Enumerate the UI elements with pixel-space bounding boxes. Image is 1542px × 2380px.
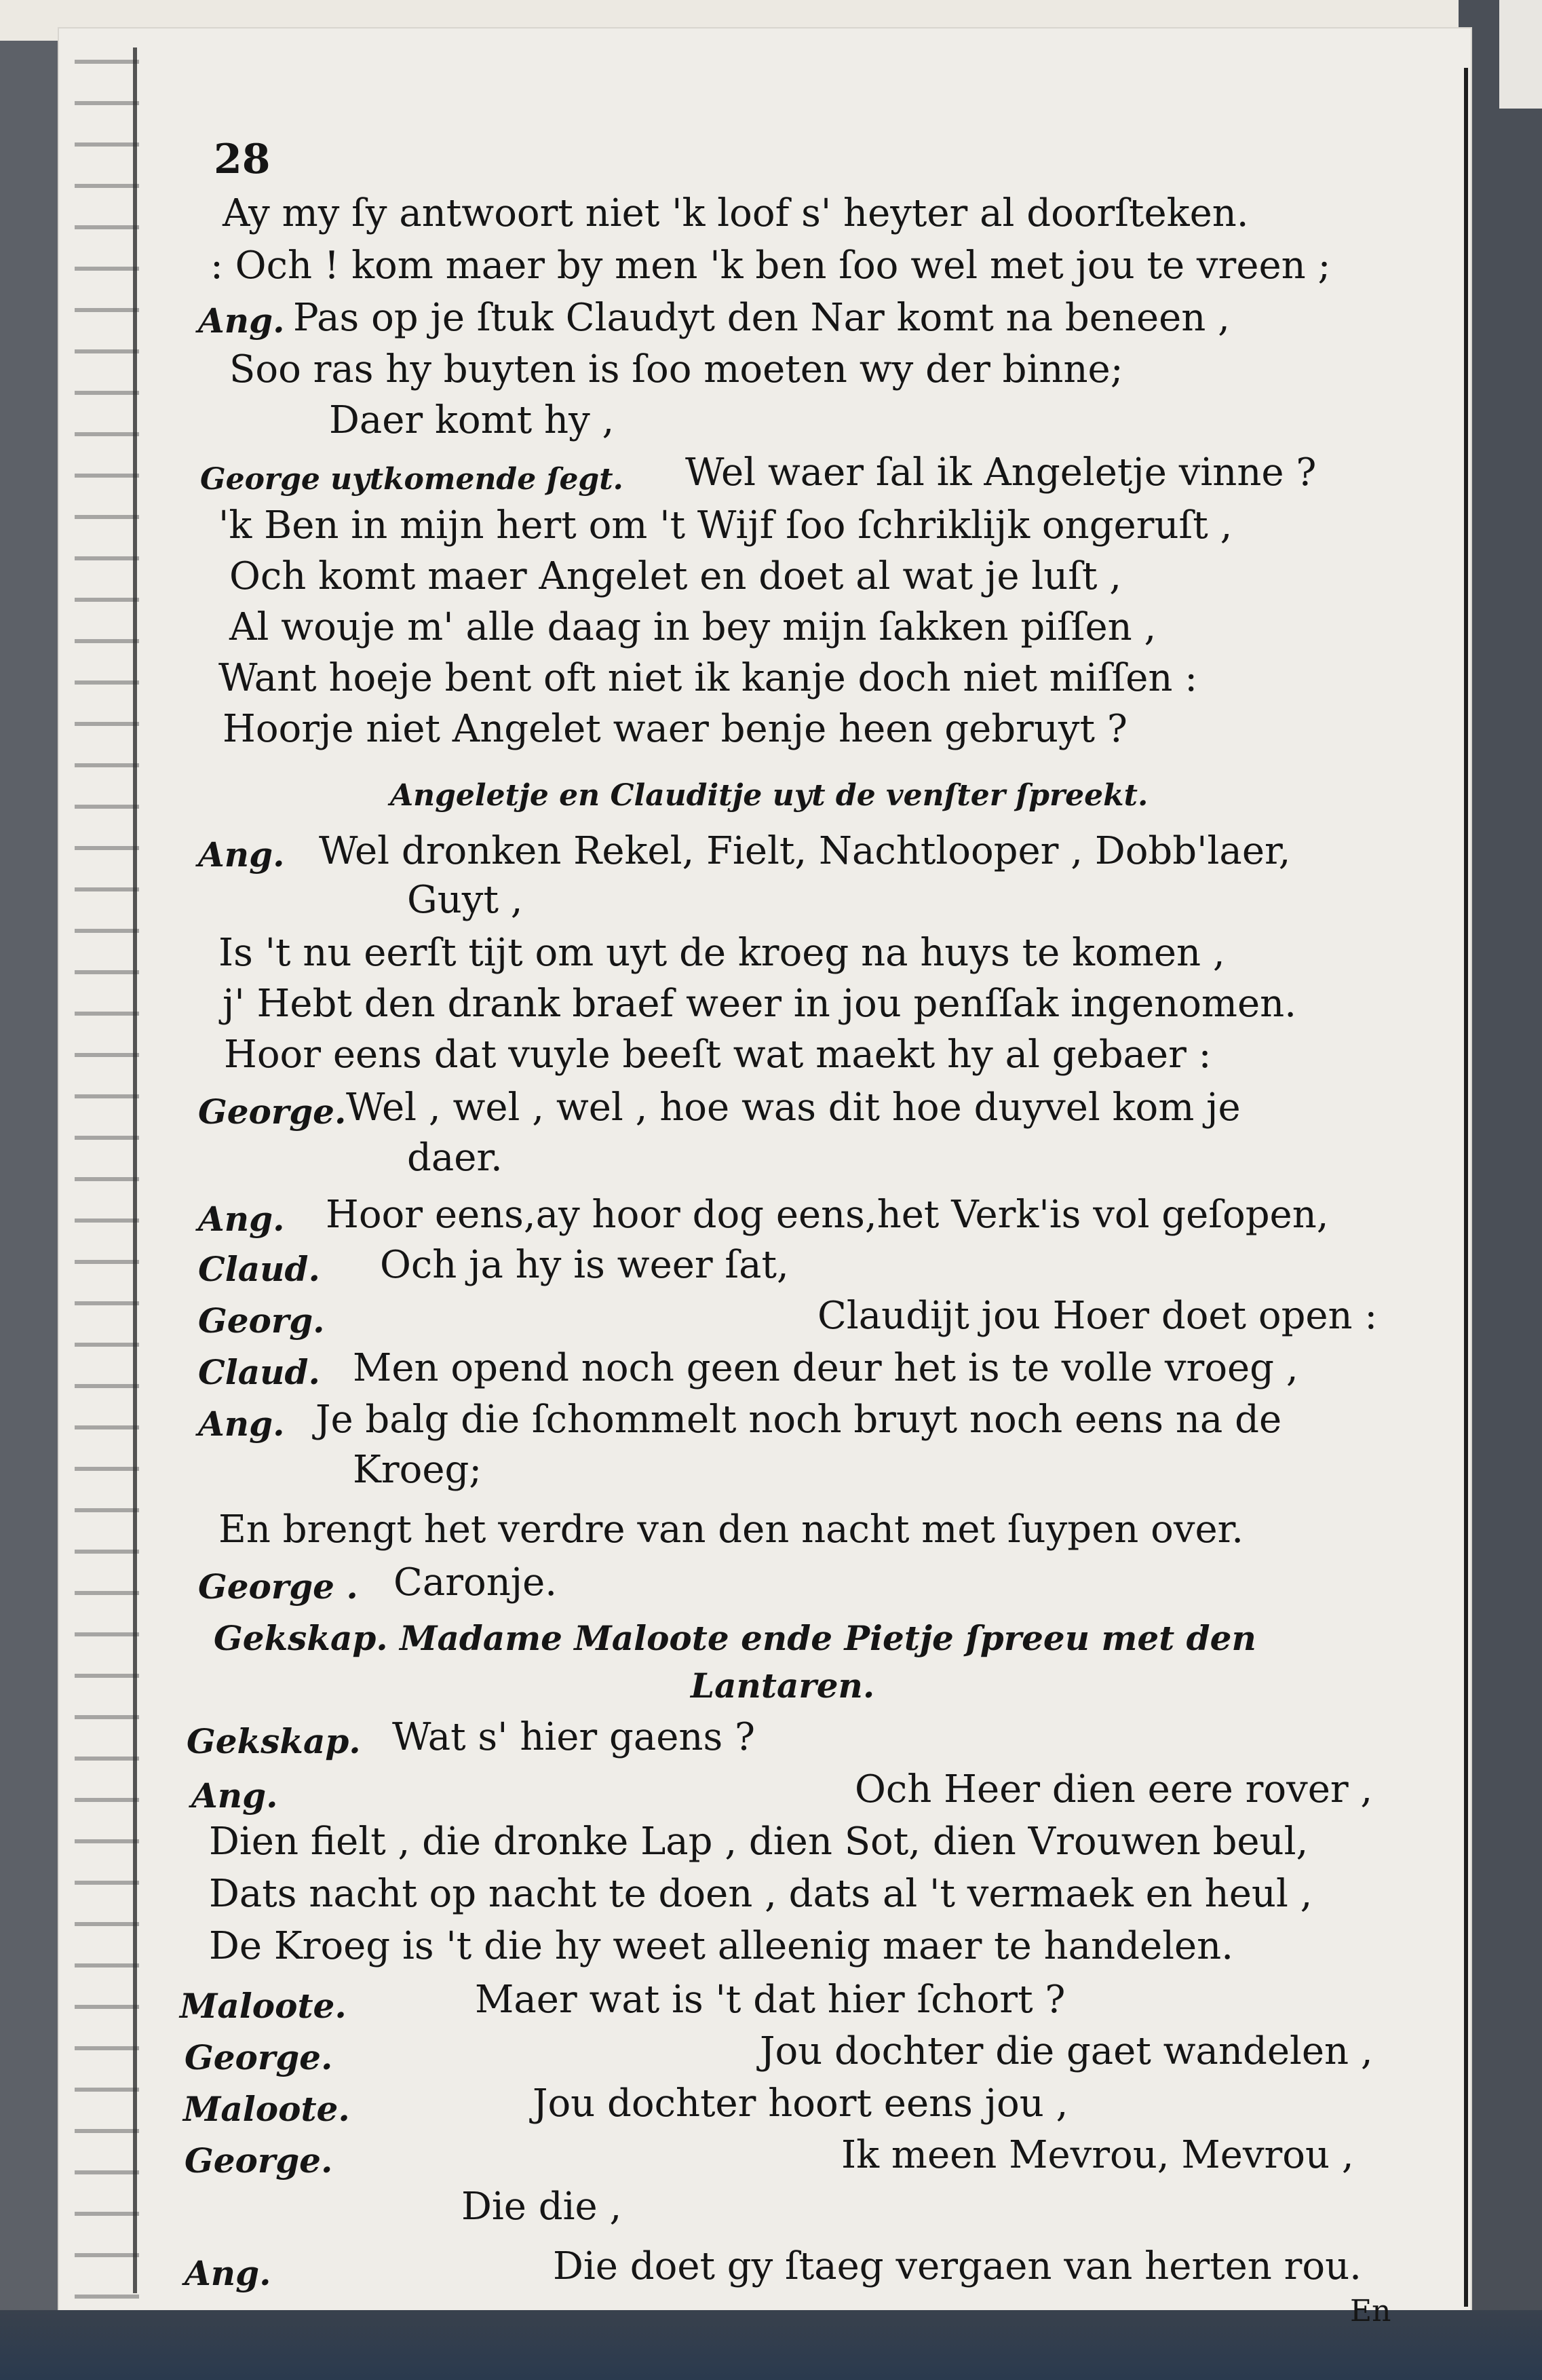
text-line-10: Want hoeje bent oft niet ik kanje doch niet miſſen : bbox=[218, 656, 1198, 700]
text-line-30: Dats nacht op nacht te doen , dats al 't vermaek en heul , bbox=[209, 1872, 1313, 1916]
text-line-35: Ik meen Mevrou, Mevrou , bbox=[841, 2133, 1354, 2177]
page-number: 28 bbox=[214, 136, 271, 183]
speaker-label: George . bbox=[198, 1567, 358, 1607]
speaker-label: George. bbox=[185, 2037, 333, 2077]
text-line-19: Hoor eens,ay hoor dog eens,het Verk'is vol geſopen, bbox=[326, 1193, 1329, 1237]
speaker-label: Claud. bbox=[198, 1352, 320, 1392]
stage-direction: Lantaren. bbox=[691, 1666, 875, 1706]
text-line-21: Claudijt jou Hoer doet open : bbox=[817, 1294, 1378, 1338]
text-line-14: Is 't nu eerſt tijt om uyt de kroeg na huys te komen , bbox=[218, 931, 1225, 975]
text-line-4: Soo ras hy buyten is ſoo moeten wy der binne; bbox=[229, 347, 1123, 391]
speaker-label: Maloote. bbox=[183, 2089, 350, 2129]
stage-direction: Gekskap. Madame Maloote ende Pietje ſpreeu met den bbox=[214, 1618, 1256, 1658]
text-line-5: Daer komt hy , bbox=[329, 398, 615, 442]
text-line-34: Jou dochter hoort eens jou , bbox=[533, 2081, 1068, 2126]
text-line-25: En brengt het verdre van den nacht met ſuypen over. bbox=[218, 1508, 1244, 1552]
text-line-7: 'k Ben in mijn hert om 't Wijf ſoo ſchriklijk ongeruſt , bbox=[218, 503, 1233, 548]
speaker-label: Claud. bbox=[198, 1249, 320, 1289]
text-line-37: Die doet gy ſtaeg vergaen van herten rou. bbox=[553, 2244, 1362, 2288]
text-line-26: Caronje. bbox=[393, 1560, 558, 1605]
speaker-label: Ang. bbox=[198, 301, 285, 341]
speaker-label: Ang. bbox=[191, 1776, 278, 1816]
speaker-label: Ang. bbox=[198, 1199, 285, 1239]
text-line-28: Och Heer dien eere rover , bbox=[855, 1767, 1373, 1811]
text-line-15: j' Hebt den drank braef weer in jou penſſak ingenomen. bbox=[223, 982, 1297, 1026]
text-line-16: Hoor eens dat vuyle beeſt wat maekt hy al gebaer : bbox=[224, 1033, 1212, 1077]
speaker-label: George uytkomende ſegt. bbox=[200, 462, 623, 497]
text-line-12: Wel dronken Rekel, Fielt, Nachtlooper , Dobb'laer, bbox=[319, 829, 1291, 873]
speaker-label: Ang. bbox=[198, 1404, 285, 1444]
text-line-18: daer. bbox=[407, 1136, 503, 1180]
text-line-13: Guyt , bbox=[407, 878, 523, 922]
speaker-label: George. bbox=[198, 1092, 347, 1132]
text-line-27: Wat s' hier gaens ? bbox=[392, 1715, 756, 1759]
speaker-label: Georg. bbox=[198, 1301, 325, 1341]
speaker-label: George. bbox=[185, 2141, 333, 2181]
text-line-24: Kroeg; bbox=[353, 1448, 482, 1492]
text-line-32: Maer wat is 't dat hier ſchort ? bbox=[475, 1978, 1066, 2022]
text-line-20: Och ja hy is weer ſat, bbox=[380, 1243, 789, 1287]
text-line-33: Jou dochter die gaet wandelen , bbox=[760, 2029, 1373, 2073]
text-line-11: Hoorje niet Angelet waer benje heen gebruyt ? bbox=[223, 707, 1127, 751]
text-line-2: : Och ! kom maer by men 'k ben ſoo wel met jou te vreen ; bbox=[210, 244, 1331, 288]
text-line-6: Wel waer ſal ik Angeletje vinne ? bbox=[685, 450, 1317, 495]
text-line-29: Dien fielt , die dronke Lap , dien Sot, dien Vrouwen beul, bbox=[209, 1820, 1309, 1864]
speaker-label: Gekskap. bbox=[187, 1721, 361, 1761]
speaker-label: Ang. bbox=[185, 2253, 271, 2293]
text-line-3: Pas op je ſtuk Claudyt den Nar komt na beneen , bbox=[293, 296, 1230, 340]
text-line-22: Men opend noch geen deur het is te volle vroeg , bbox=[353, 1346, 1298, 1390]
text-line-8: Och komt maer Angelet en doet al wat je luſt , bbox=[229, 554, 1122, 598]
speaker-label: Ang. bbox=[198, 834, 285, 875]
text-line-1: Ay my ſy antwoort niet 'k loof s' heyter al doorſteken. bbox=[223, 191, 1249, 235]
text-line-17: Wel , wel , wel , hoe was dit hoe duyvel kom je bbox=[346, 1086, 1241, 1130]
speaker-label: Maloote. bbox=[180, 1986, 347, 2026]
text-line-23: Je balg die ſchommelt noch bruyt noch eens na de bbox=[315, 1398, 1282, 1442]
stage-direction: Angeletje en Clauditje uyt de venſter ſpreekt. bbox=[390, 778, 1149, 813]
text-line-36: Die die , bbox=[461, 2185, 622, 2229]
text-line-31: De Kroeg is 't die hy weet alleenig maer te handelen. bbox=[209, 1924, 1234, 1968]
text-line-9: Al wouje m' alle daag in bey mijn ſakken piſſen , bbox=[229, 605, 1157, 649]
catchword: En bbox=[1350, 2294, 1391, 2328]
